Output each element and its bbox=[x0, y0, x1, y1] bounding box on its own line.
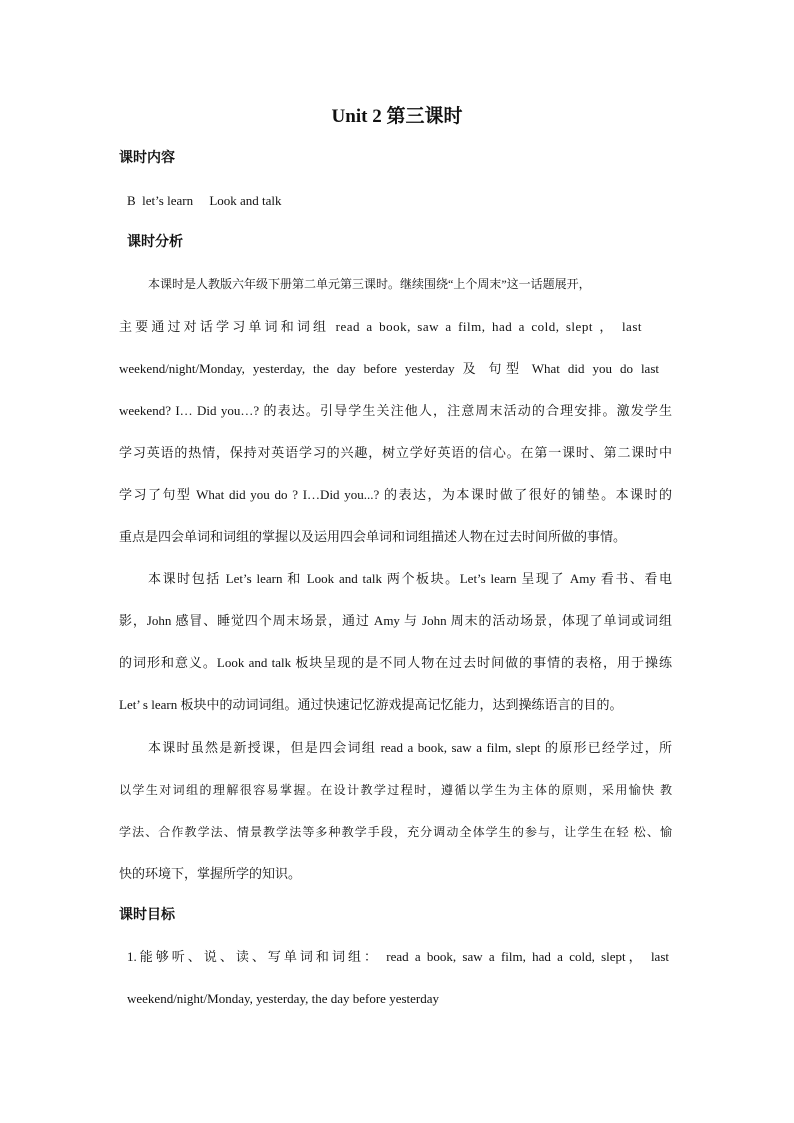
section-heading-content: 课时内容 bbox=[119, 151, 175, 166]
analysis-line: 学习了句型 What did you do ? I…Did you...? 的表达，为本课时做了很好的铺垫。本课时的 bbox=[119, 487, 672, 502]
section-heading-analysis: 课时分析 bbox=[127, 235, 183, 250]
analysis-line: 以学生对词组的理解很容易掌握。在设计教学过程时，遵循以学生为主体的原则，采用愉快 教 bbox=[119, 783, 672, 797]
analysis-line: 快的环境下，掌握所学的知识。 bbox=[119, 866, 302, 881]
goal-line: weekend/night/Monday, yesterday, the day before yesterday bbox=[127, 991, 440, 1006]
page-title: Unit 2 第三课时 bbox=[331, 106, 463, 127]
analysis-line: 学习英语的热情，保持对英语学习的兴趣，树立学好英语的信心。在第一课时、第二课时中 bbox=[119, 445, 672, 460]
analysis-line: 的词形和意义。Look and talk 板块呈现的是不同人物在过去时间做的事情的表格，用于操练 bbox=[119, 655, 672, 670]
lesson-content-text: B let’s learn Look and talk bbox=[127, 193, 282, 208]
goal-line: 1.能够听、说、读、写单词和词组： read a book, saw a film, had a cold, slept， last bbox=[127, 949, 669, 964]
analysis-line: 主要通过对话学习单词和词组 read a book, saw a film, had a cold, slept ， last bbox=[119, 319, 642, 334]
analysis-line: Let’ s learn 板块中的动词词组。通过快速记忆游戏提高记忆能力，达到操练语言的目的。 bbox=[119, 697, 623, 712]
analysis-line: weekend/night/Monday, yesterday, the day before yesterday 及 句型 What did you do last bbox=[119, 361, 659, 376]
analysis-line: 影，John 感冒、睡觉四个周末场景，通过 Amy 与 John 周末的活动场景，体现了单词或词组 bbox=[119, 613, 672, 628]
analysis-line: 本课时是人教版六年级下册第二单元第三课时。继续围绕“上个周末”这一话题展开， bbox=[148, 277, 591, 291]
section-heading-goals: 课时目标 bbox=[119, 908, 175, 923]
analysis-line: weekend? I… Did you…? 的表达。引导学生关注他人，注意周末活动的合理安排。激发学生 bbox=[119, 403, 672, 418]
analysis-line: 重点是四会单词和词组的掌握以及运用四会单词和词组描述人物在过去时间所做的事情。 bbox=[119, 529, 627, 544]
analysis-line: 本课时虽然是新授课，但是四会词组 read a book, saw a film, slept 的原形已经学过，所 bbox=[148, 740, 672, 755]
analysis-line: 学法、合作教学法、情景教学法等多种教学手段，充分调动全体学生的参与，让学生在轻 松、愉 bbox=[119, 825, 672, 839]
analysis-line: 本课时包括 Let’s learn 和 Look and talk 两个板块。Let’s learn 呈现了 Amy 看书、看电 bbox=[148, 571, 672, 586]
